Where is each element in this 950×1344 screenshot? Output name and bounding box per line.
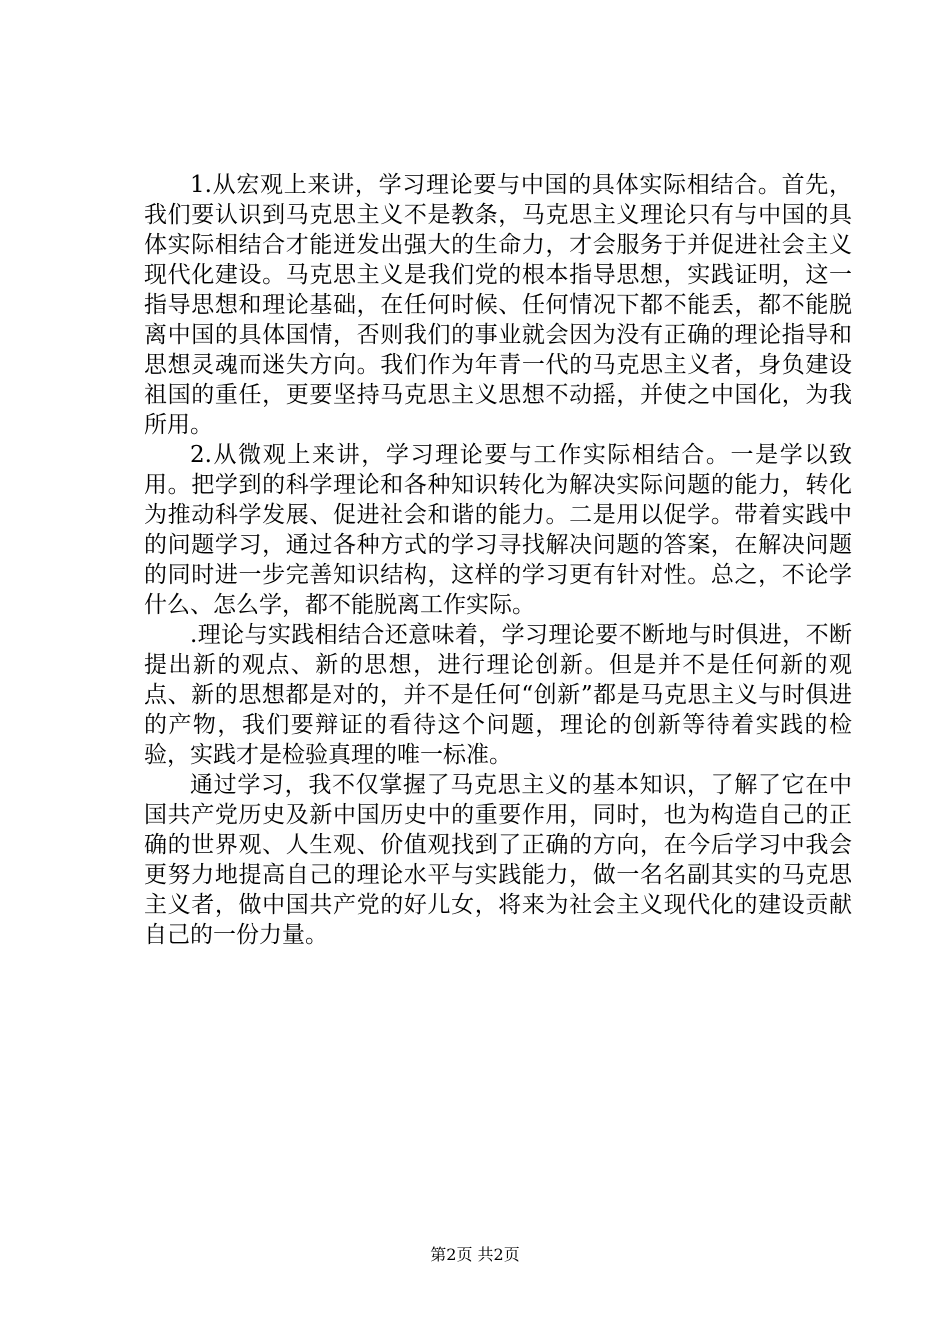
paragraph-micro-perspective: 2.从微观上来讲，学习理论要与工作实际相结合。一是学以致用。把学到的科学理论和各种知识转化为解决实际问题的能力，转化为推动科学发展、促进社会和谐的能力。二是用以促学。带着实践中的问题学习，通过各种方式的学习寻找解决问题的答案，在解决问题的同时进一步完善知识结构，这样的学习更有针对性。总之，不论学什么、怎么学，都不能脱离工作实际。 — [144, 442, 852, 618]
page-number-footer: 第2页 共2页 — [430, 1245, 520, 1264]
paragraph-conclusion: 通过学习，我不仅掌握了马克思主义的基本知识，了解了它在中国共产党历史及新中国历史中的重要作用，同时，也为构造自己的正确的世界观、人生观、价值观找到了正确的方向，在今后学习中我会更努力地提高自己的理论水平与实践能力，做一名名副其实的马克思主义者，做中国共产党的好儿女，将来为社会主义现代化的建设贡献自己的一份力量。 — [144, 772, 852, 948]
paragraph-theory-innovation: .理论与实践相结合还意味着，学习理论要不断地与时俱进，不断提出新的观点、新的思想，进行理论创新。但是并不是任何新的观点、新的思想都是对的，并不是任何“创新”都是马克思主义与时俱进的产物，我们要辩证的看待这个问题，理论的创新等待着实践的检验，实践才是检验真理的唯一标准。 — [144, 622, 852, 768]
paragraph-macro-perspective: 1.从宏观上来讲，学习理论要与中国的具体实际相结合。首先，我们要认识到马克思主义不是教条，马克思主义理论只有与中国的具体实际相结合才能迸发出强大的生命力，才会服务于并促进社会主义现代化建设。马克思主义是我们党的根本指导思想，实践证明，这一指导思想和理论基础，在任何时候、任何情况下都不能丢，都不能脱离中国的具体国情，否则我们的事业就会因为没有正确的理论指导和思想灵魂而迷失方向。我们作为年青一代的马克思主义者，身负建设祖国的重任，更要坚持马克思主义思想不动摇，并使之中国化，为我所用。 — [144, 172, 852, 438]
document-body — [144, 170, 852, 950]
